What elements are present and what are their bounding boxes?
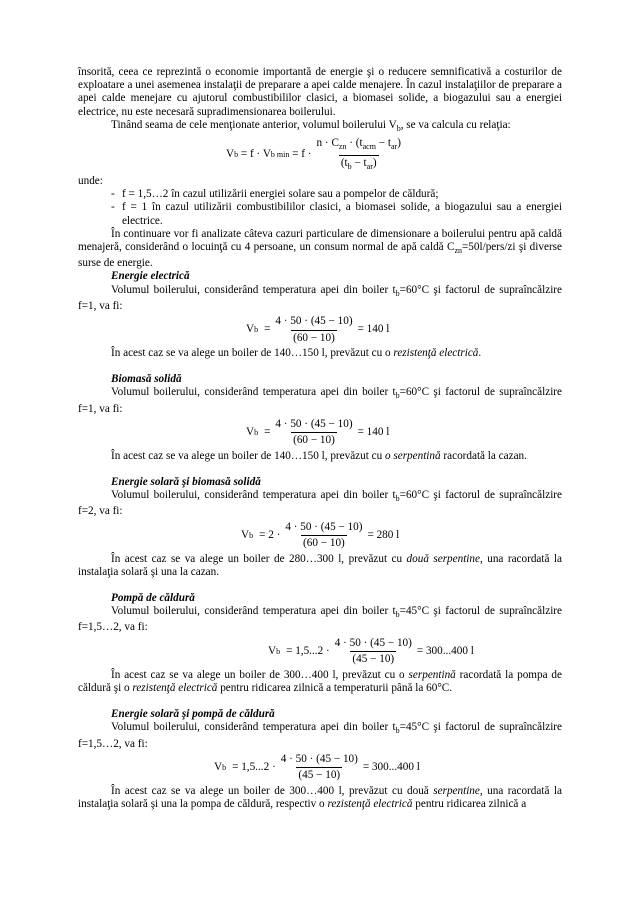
section-intro: Volumul boilerului, considerând temperatura apei din boiler $t_b=60^\circ C$ şi factorul de supraîncălzire f=1, va fi: (78, 283, 562, 312)
section-biomasa-solida (78, 373, 562, 463)
section-energie-solara-pompa (78, 708, 562, 811)
section-formula: V b = 1,5...2 · $\frac{4 \cdot 50 \cdot (45 - 10)}{(45 - 10)}$ = 300...400 l (214, 753, 420, 782)
paragraph-intro: însorită, ceea ce reprezintă o economie importantă de energie şi o reducere semnificativă a costurilor de exploatare a unei asemenea instalaţii de preparare a apei calde menajere. În cazul instalaţiilor de preparare a apei calde menejare cu ajutorul combustibililor clasici, a biomasei solide, a biogazului sau a energiei electrice, nu este necesară supradimensionarea boilerului. (78, 66, 562, 118)
section-energie-electrica (78, 270, 562, 360)
section-energie-solara-biomasa (78, 476, 562, 579)
paragraph-cases-intro: În continuare vor fi analizate câteva cazuri particulare de dimensionare a boilerului pentru apă caldă menajeră, considerând o locuinţă cu 4 persoane, un consum normal de apă caldă $C_{zn}=50l/pers/zi$ şi diverse surse de energie. (78, 227, 562, 270)
section-intro: Volumul boilerului, considerând temperatura apei din boiler $t_b=60^\circ C$ şi factorul de supraîncălzire f=1, va fi: (78, 386, 562, 415)
section-intro: Volumul boilerului, considerând temperatura apei din boiler $t_b=45^\circ C$ şi factorul de supraîncălzire f=1,5…2, va fi: (78, 605, 562, 634)
section-formula: V b = 1,5...2 · $\frac{4 \cdot 50 \cdot (45 - 10)}{(45 - 10)}$ = 300...400 l (268, 636, 474, 666)
formula-main-fraction: $\frac{n \cdot C_{zn} \cdot (t_{acm} - t_{ar})}{(t_b - t_{ar})}$ (315, 137, 403, 172)
section-conclusion: În acest caz se va alege un boiler de 280…300 l, prevăzut cu două serpentine, una racordată la instalaţia solară şi una la cazan. (78, 552, 562, 578)
section-heading: Energie solară şi pompă de căldură (111, 708, 275, 721)
list-item: - f = 1,5…2 în cazul utilizării energiei solare sau a pompelor de căldură; (111, 188, 439, 201)
section-formula: V b = $\frac{4 \cdot 50 \cdot (45 - 10)}{(60 - 10)}$ = 140 l (246, 315, 390, 344)
label-unde: unde: (78, 175, 103, 188)
list-item: - f = 1 în cazul utilizării combustibililor clasici, a biomasei solide, a biogazului sau a energiei electrice. (111, 201, 562, 227)
section-heading: Energie solară şi biomasă solidă (111, 476, 261, 489)
section-conclusion: În acest caz se va alege un boiler de 140…150 l, prevăzut cu o serpentină racordată la cazan. (111, 449, 527, 462)
document-page (78, 66, 562, 811)
section-pompa-de-caldura (78, 592, 562, 695)
section-conclusion: În acest caz se va alege un boiler de 140…150 l, prevăzut cu o rezistenţă electrică. (111, 347, 482, 360)
section-heading: Energie electrică (111, 270, 190, 283)
section-formula: V b = 2 · $\frac{4 \cdot 50 \cdot (45 - 10)}{(60 - 10)}$ = 280 l (241, 520, 400, 550)
section-formula: V b = $\frac{4 \cdot 50 \cdot (45 - 10)}{(60 - 10)}$ = 140 l (246, 418, 390, 447)
section-conclusion: În acest caz se va alege un boiler de 300…400 l, prevăzut cu o serpentină racordată la pompa de căldură şi o rezistenţă electrică pentru ridicarea zilnică a temperaturii până la 60°C. (78, 668, 562, 694)
formula-main: V b = f · V b min = f · $\frac{n \cdot C_{zn} \cdot (t_{acm} - t_{ar})}{(t_b - t_{ar})}$ (78, 135, 562, 175)
paragraph-formula-intro: Tinând seama de cele menţionate anterior, volumul boilerului $V_b$, se va calcula cu relaţia: (111, 118, 511, 133)
section-intro: Volumul boilerului, considerând temperatura apei din boiler $t_b=45^\circ C$ şi factorul de supraîncălzire f=1,5…2, va fi: (78, 721, 562, 750)
section-intro: Volumul boilerului, considerând temperatura apei din boiler $t_b=60^\circ C$ şi factorul de supraîncălzire f=2, va fi: (78, 489, 562, 518)
section-heading: Pompă de căldură (111, 592, 195, 605)
section-conclusion: În acest caz se va alege un boiler de 300…400 l, prevăzut cu două serpentine, una racordată la instalaţia solară şi una la pompa de căldură, respectiv o rezistenţă electrică pentru ridicarea zilnică a (78, 784, 562, 810)
section-heading: Biomasă solidă (111, 373, 182, 386)
